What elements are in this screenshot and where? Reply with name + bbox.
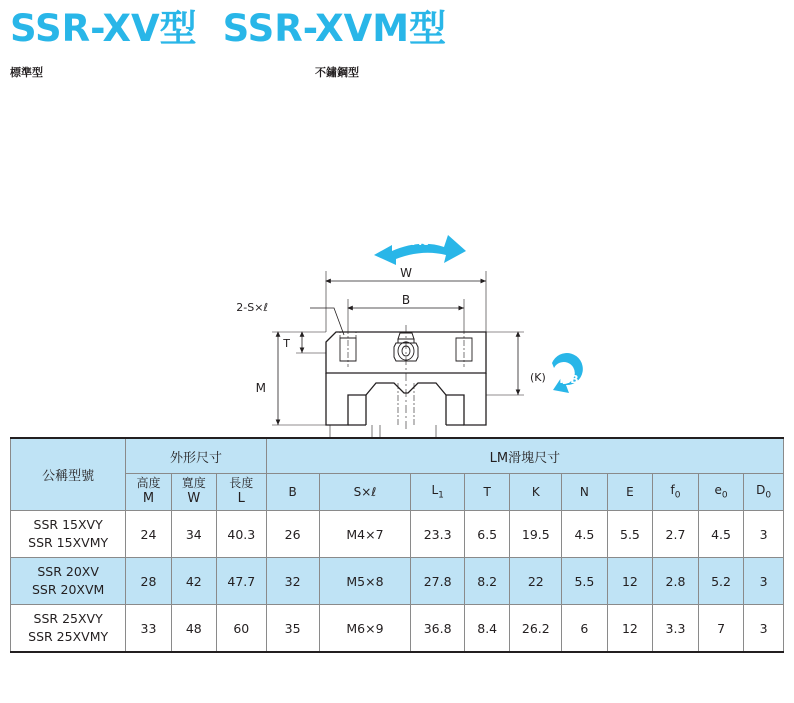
cell-D0: 3 [744, 558, 784, 605]
cell-Sxl: M5×8 [319, 558, 411, 605]
cell-N: 4.5 [562, 511, 608, 558]
label-bolt: 2-S×ℓ [236, 301, 268, 314]
col-M: 高度 M [126, 474, 171, 511]
col-E: E [607, 474, 653, 511]
cell-K: 26.2 [510, 605, 562, 653]
cell-M: 24 [126, 511, 171, 558]
header-row-columns [11, 474, 784, 511]
cell-N: 5.5 [562, 558, 608, 605]
technical-drawing [0, 95, 794, 425]
cell-K: 19.5 [510, 511, 562, 558]
col-N: N [562, 474, 608, 511]
cell-M: 28 [126, 558, 171, 605]
spec-table-body [11, 511, 784, 653]
cell-L1: 23.3 [411, 511, 465, 558]
subtitle-right: 不鏽鋼型 [315, 66, 359, 79]
cell-model: SSR 25XVY SSR 25XVMY [11, 605, 126, 653]
cell-e0: 7 [698, 605, 744, 653]
col-Sxl: S×ℓ [319, 474, 411, 511]
cell-E: 12 [607, 605, 653, 653]
label-k: (K) [530, 371, 546, 384]
col-K: K [510, 474, 562, 511]
label-w: W [400, 266, 412, 280]
cell-Sxl: M4×7 [319, 511, 411, 558]
cell-L: 40.3 [216, 511, 266, 558]
cell-L1: 27.8 [411, 558, 465, 605]
page-title-left: SSR-XV型 [10, 7, 197, 50]
table-row [11, 511, 784, 558]
table-row [11, 558, 784, 605]
cell-B: 32 [266, 558, 319, 605]
label-b: B [401, 293, 411, 307]
col-B: B [266, 474, 319, 511]
table-row [11, 605, 784, 653]
cell-f0: 3.3 [653, 605, 699, 653]
cell-B: 35 [266, 605, 319, 653]
cell-L1: 36.8 [411, 605, 465, 653]
cell-K: 22 [510, 558, 562, 605]
cell-W: 48 [171, 605, 216, 653]
cell-N: 6 [562, 605, 608, 653]
cell-T: 6.5 [464, 511, 510, 558]
label-t: T [283, 337, 290, 350]
cell-T: 8.4 [464, 605, 510, 653]
page-title-right: SSR-XVM型 [222, 7, 447, 50]
col-D0: $D_0$ [744, 474, 784, 511]
cell-W: 42 [171, 558, 216, 605]
cell-model: SSR 15XVY SSR 15XVMY [11, 511, 126, 558]
subtitle-left: 標準型 [10, 66, 43, 79]
cell-f0: 2.7 [653, 511, 699, 558]
cell-D0: 3 [744, 605, 784, 653]
col-f0: $f_0$ [653, 474, 699, 511]
cell-f0: 2.8 [653, 558, 699, 605]
cell-M: 33 [126, 605, 171, 653]
spec-table [10, 437, 784, 653]
col-L: 長度 L [216, 474, 266, 511]
cell-W: 34 [171, 511, 216, 558]
cell-E: 5.5 [607, 511, 653, 558]
cell-T: 8.2 [464, 558, 510, 605]
spec-table-head [11, 438, 784, 511]
label-m: M [255, 381, 266, 395]
col-group-block: LM滑塊尺寸 [266, 438, 783, 474]
col-T: T [464, 474, 510, 511]
cell-model: SSR 20XV SSR 20XVM [11, 558, 126, 605]
cell-L: 47.7 [216, 558, 266, 605]
label-mc: Mc [411, 235, 429, 248]
col-L1: $L_1$ [411, 474, 465, 511]
title-row [10, 7, 447, 50]
cell-L: 60 [216, 605, 266, 653]
header-row-group [11, 438, 784, 474]
label-mb: MB [559, 373, 579, 386]
col-e0: $e_0$ [698, 474, 744, 511]
cell-B: 26 [266, 511, 319, 558]
col-model: 公稱型號 [11, 438, 126, 511]
spec-table-wrapper [10, 437, 784, 653]
cell-E: 12 [607, 558, 653, 605]
col-W: 寬度 W [171, 474, 216, 511]
cell-e0: 5.2 [698, 558, 744, 605]
cell-Sxl: M6×9 [319, 605, 411, 653]
cell-D0: 3 [744, 511, 784, 558]
col-group-outline: 外形尺寸 [126, 438, 266, 474]
cell-e0: 4.5 [698, 511, 744, 558]
